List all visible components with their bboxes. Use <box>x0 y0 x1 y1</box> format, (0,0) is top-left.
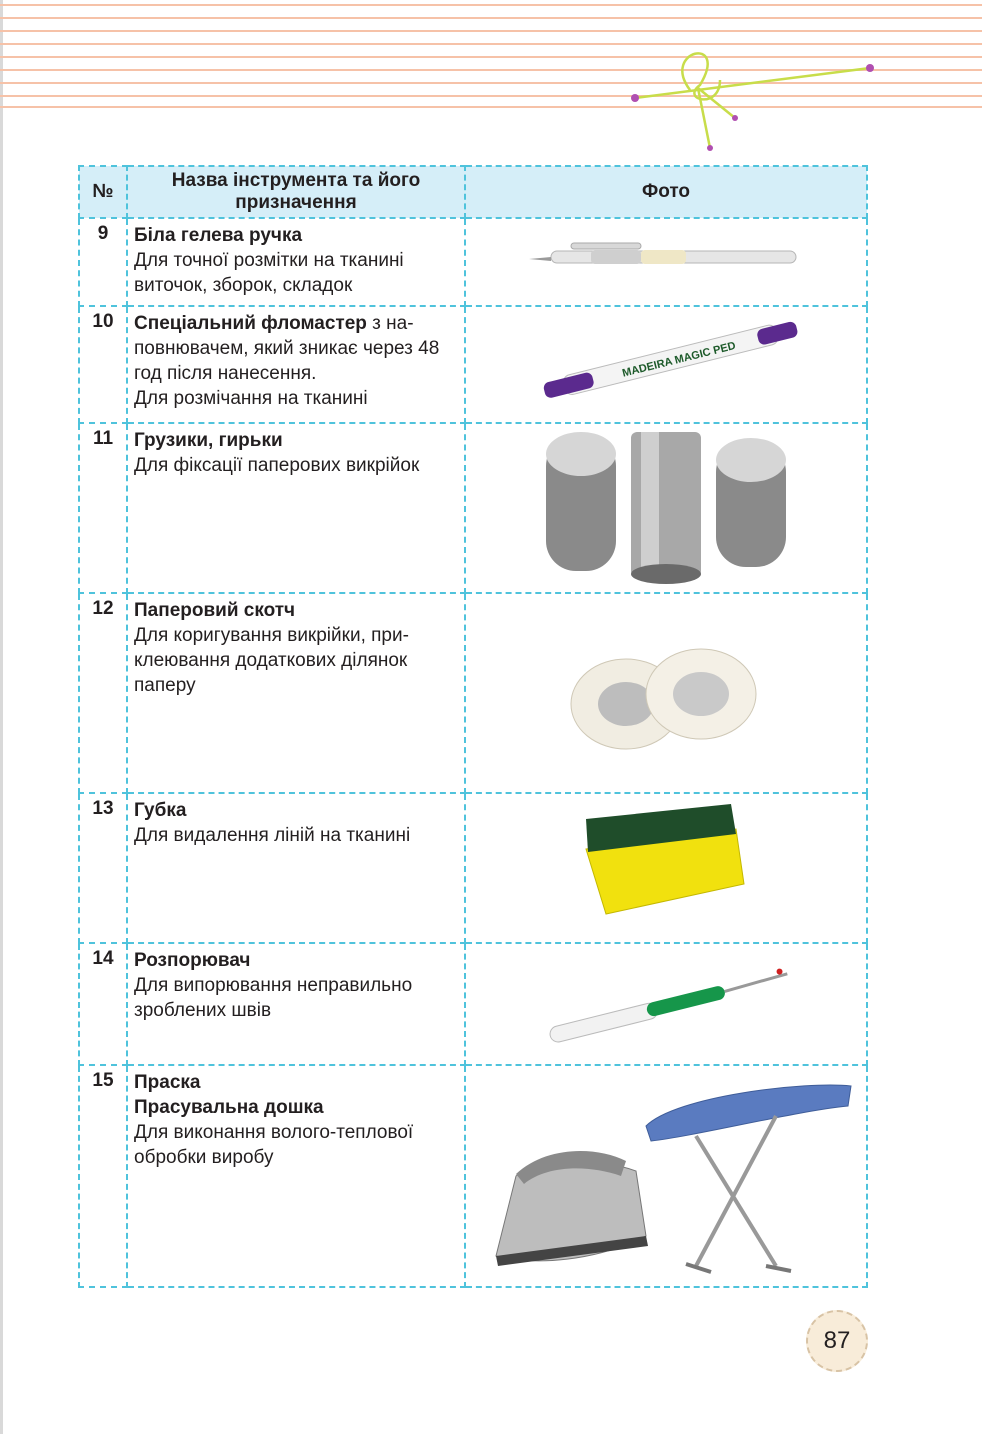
ribbon-bow-icon <box>620 40 890 155</box>
svg-text:MADEIRA MAGIC PED: MADEIRA MAGIC PED <box>621 339 737 380</box>
tool-title-2: Прасувальна дошка <box>134 1097 324 1118</box>
row-photo <box>465 423 867 593</box>
row-description <box>127 943 465 1065</box>
tool-title: Губка <box>134 800 187 821</box>
row-photo <box>465 306 867 423</box>
row-description <box>127 1065 465 1287</box>
weights-icon <box>536 424 796 589</box>
row-number: 13 <box>79 793 127 943</box>
header-number: № <box>79 166 127 218</box>
row-description <box>127 306 465 423</box>
tool-title: Праска <box>134 1072 201 1093</box>
paper-tape-icon <box>566 594 766 789</box>
tool-purpose: Для фіксації паперових викрійок <box>134 455 420 476</box>
tool-purpose: Для розмічання на тканині <box>134 388 368 409</box>
iron-and-board-icon <box>476 1066 856 1281</box>
table-row <box>79 306 867 423</box>
row-description <box>127 593 465 793</box>
row-photo <box>465 593 867 793</box>
table-row <box>79 218 867 306</box>
header-name: Назва інструмента та його призначення <box>127 166 465 218</box>
row-description <box>127 423 465 593</box>
row-description <box>127 793 465 943</box>
row-number: 11 <box>79 423 127 593</box>
tool-purpose: Для видалення ліній на тканині <box>134 825 411 846</box>
row-photo <box>465 218 867 306</box>
marker-icon <box>521 307 811 417</box>
seam-ripper-icon <box>526 944 806 1059</box>
row-number: 14 <box>79 943 127 1065</box>
table-row <box>79 1065 867 1287</box>
tool-purpose: Для точної розмітки на тканині виточок, зборок, складок <box>134 250 404 296</box>
row-number: 15 <box>79 1065 127 1287</box>
gel-pen-icon <box>521 219 811 299</box>
tool-title: Паперовий скотч <box>134 600 296 621</box>
tool-title: Розпорювач <box>134 950 251 971</box>
table-row <box>79 793 867 943</box>
tool-purpose: Для коригування викрійки, при-клеювання додаткових ділянок паперу <box>134 625 409 696</box>
tool-purpose: повнювачем, який зникає через 48 год після нанесення. <box>134 338 440 384</box>
table-row <box>79 943 867 1065</box>
tool-title: Грузики, гирьки <box>134 430 283 451</box>
tool-title-line: Спеціальний фломастер з на- <box>134 313 414 334</box>
page-number: 87 <box>806 1310 868 1372</box>
row-photo <box>465 793 867 943</box>
tool-purpose: Для випорювання неправильно зроблених швів <box>134 975 413 1021</box>
table-row <box>79 593 867 793</box>
row-description <box>127 218 465 306</box>
row-photo <box>465 1065 867 1287</box>
sponge-icon <box>566 794 766 934</box>
tools-table <box>78 165 868 1288</box>
tool-title: Біла гелева ручка <box>134 225 303 246</box>
header-photo: Фото <box>465 166 867 218</box>
row-number: 12 <box>79 593 127 793</box>
table-row <box>79 423 867 593</box>
row-photo <box>465 943 867 1065</box>
row-number: 10 <box>79 306 127 423</box>
row-number: 9 <box>79 218 127 306</box>
table-header-row <box>79 166 867 218</box>
page-edge <box>0 0 3 1434</box>
tool-purpose: Для виконання волого-теплової обробки виробу <box>134 1122 414 1168</box>
